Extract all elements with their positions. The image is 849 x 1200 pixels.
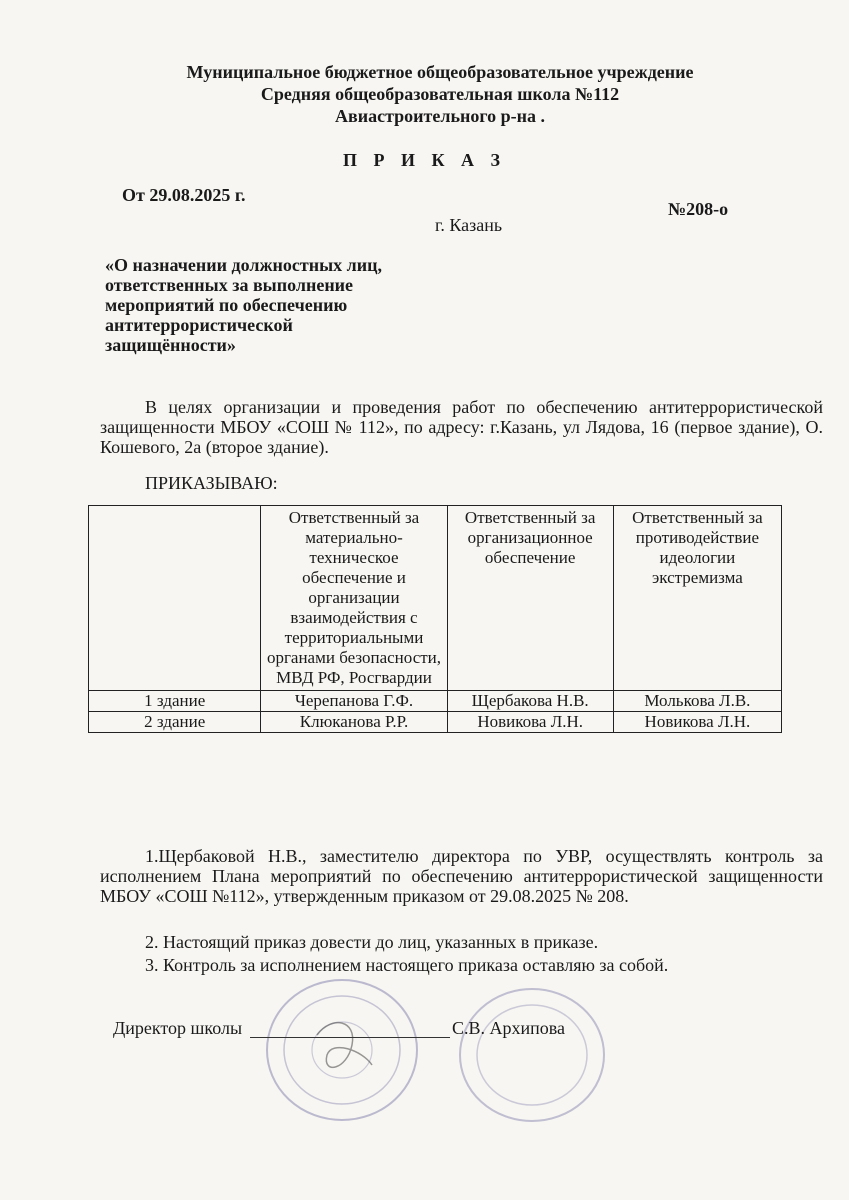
responsibility-table (88, 505, 782, 733)
subject-line: ответственных за выполнение (105, 275, 354, 295)
signature-name: С.В. Архипова (452, 1018, 566, 1038)
table-header-row (89, 506, 782, 691)
subject-line: антитеррористической (105, 315, 293, 335)
decree-word: ПРИКАЗЫВАЮ: (145, 473, 278, 493)
round-seal-stamp (262, 975, 422, 1125)
order-number: №208-о (668, 199, 729, 219)
round-seal-stamp (452, 985, 612, 1125)
table-header-cell: Ответственный за противодействие идеологии экстремизма (613, 506, 781, 691)
table-cell: Новикова Л.Н. (613, 712, 781, 733)
intro-paragraph: В целях организации и проведения работ по обеспечению антитеррористической защищенности МБОУ «СОШ № 112», по адресу: г.Казань, ул Лядова, 16 (первое здание), О. Кошевого, 2а (второе здание). (100, 397, 823, 457)
order-title: П Р И К А З (342, 150, 507, 170)
table-cell: Молькова Л.В. (613, 691, 781, 712)
table-cell: 2 здание (89, 712, 261, 733)
order-item-3: 3. Контроль за исполнением настоящего приказа оставляю за собой. (145, 955, 669, 975)
order-item-1: 1.Щербаковой Н.В., заместителю директора по УВР, осуществлять контроль за исполнением Плана мероприятий по обеспечению антитеррористической защищенности МБОУ «СОШ №112», утвержденным приказом от 29.08.2025 № 208. (100, 846, 823, 906)
table-cell: 1 здание (89, 691, 261, 712)
order-subject (105, 255, 435, 355)
order-item-2: 2. Настоящий приказ довести до лиц, указанных в приказе. (145, 932, 599, 952)
table-cell: Щербакова Н.В. (447, 691, 613, 712)
table-row (89, 691, 782, 712)
table-header-cell: Ответственный за организационное обеспечение (447, 506, 613, 691)
table-header-cell: Ответственный за материально-техническое обеспечение и организации взаимодействия с территориальными органами безопасности, МВД РФ, Росгвардии (261, 506, 447, 691)
subject-line: защищённости» (105, 335, 236, 355)
table-cell: Черепанова Г.Ф. (261, 691, 447, 712)
signature-role: Директор школы (113, 1018, 243, 1038)
subject-line: «О назначении должностных лиц, (105, 255, 382, 275)
table-row (89, 712, 782, 733)
order-city: г. Казань (435, 215, 503, 235)
org-name-line2: Средняя общеобразовательная школа №112 (260, 84, 620, 104)
table-header-cell (89, 506, 261, 691)
table-cell: Новикова Л.Н. (447, 712, 613, 733)
org-name-line1: Муниципальное бюджетное общеобразовательное учреждение (186, 62, 694, 82)
org-name-line3: Авиастроительного р-на . (335, 106, 545, 126)
table-cell: Клюканова Р.Р. (261, 712, 447, 733)
signature-line (250, 1037, 450, 1038)
subject-line: мероприятий по обеспечению (105, 295, 348, 315)
order-date: От 29.08.2025 г. (122, 185, 246, 205)
